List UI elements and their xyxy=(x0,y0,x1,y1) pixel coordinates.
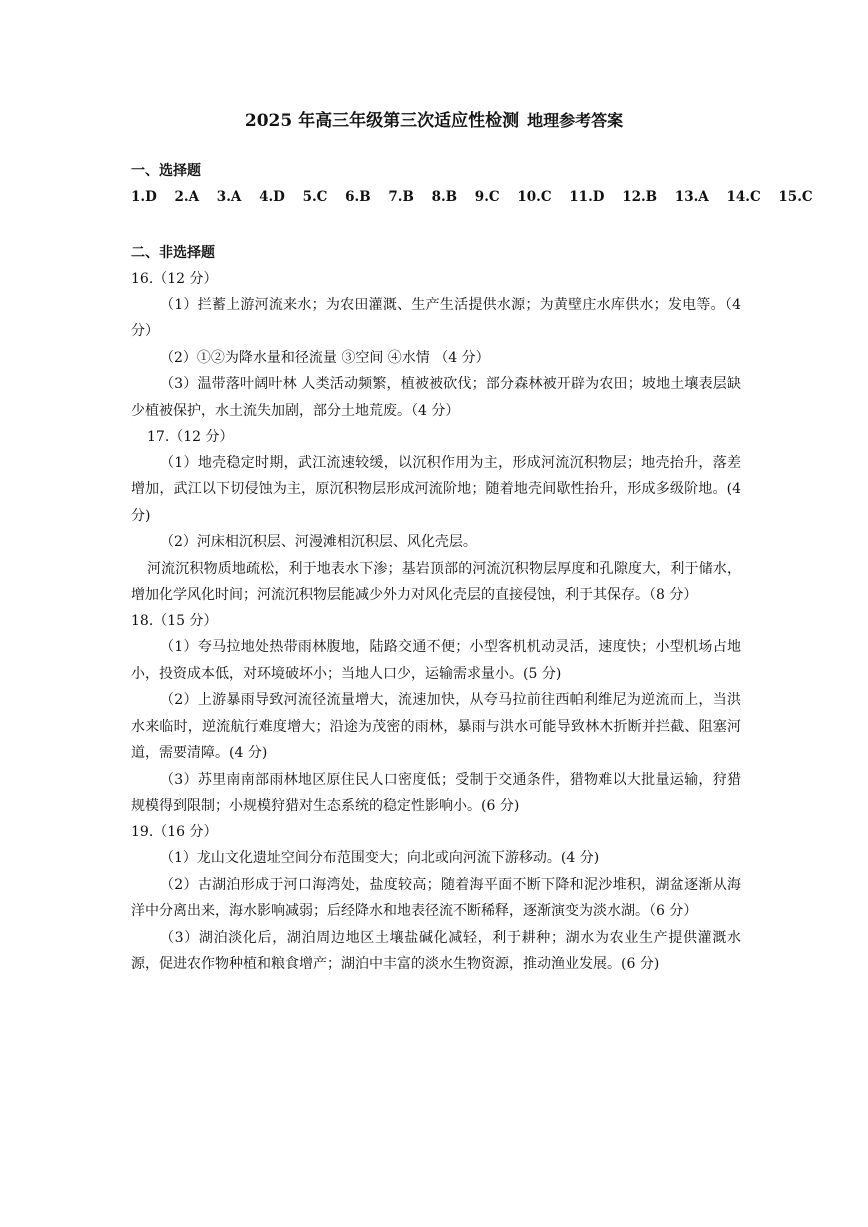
question-17-answer-2: （2）河床相沉积层、河漫滩相沉积层、风化壳层。 xyxy=(160,534,477,551)
question-16-answer-3: （3）温带落叶阔叶林 人类活动频繁，植被被砍伐；部分森林被开辟为农田；坡地土壤表层缺少植被保护，水土流失加剧，部分土地荒废。（4 分） xyxy=(131,376,741,419)
question-16-answer-2: （2）①②为降水量和径流量 ③空间 ④水情 （4 分） xyxy=(160,349,490,366)
question-18-answer-3: （3）苏里南南部雨林地区原住民人口密度低；受制于交通条件，猎物难以大批量运输，狩猎规模得到限制；小规模狩猎对生态系统的稳定性影响小。(6 分) xyxy=(131,771,741,814)
choice-answer: 15.C xyxy=(778,189,813,205)
choice-answer: 8.B xyxy=(431,189,458,205)
section-gap xyxy=(131,210,741,240)
question-19-head: 19.（16 分） xyxy=(131,824,218,841)
choice-answer: 11.D xyxy=(569,189,605,205)
choice-answer: 10.C xyxy=(517,189,552,205)
question-19 xyxy=(131,819,741,977)
choice-answer: 2.A xyxy=(174,189,200,205)
question-19-answer-1: （1）龙山文化遗址空间分布范围变大；向北或向河流下游移动。(4 分) xyxy=(160,850,600,867)
section-nonchoice-title: 二、非选择题 xyxy=(131,245,215,261)
title-main: 2025 年高三年级第三次适应性检测 xyxy=(244,111,520,131)
question-18 xyxy=(131,608,741,819)
choice-answer: 12.B xyxy=(622,189,658,205)
choice-answer: 9.C xyxy=(474,189,500,205)
choice-answer: 4.D xyxy=(259,189,285,205)
choice-answer: 3.A xyxy=(216,189,242,205)
choice-answer: 5.C xyxy=(302,189,328,205)
question-19-answer-3: （3）湖泊淡化后，湖泊周边地区土壤盐碱化减轻，利于耕种；湖水为农业生产提供灌溉水源，促进农作物种植和粮食增产；湖泊中丰富的淡水生物资源，推动渔业发展。(6 分) xyxy=(131,929,741,972)
title-subject: 地理参考答案 xyxy=(527,111,624,130)
question-16-head: 16.（12 分） xyxy=(131,271,218,287)
section-choice-title: 一、选择题 xyxy=(131,163,201,179)
question-18-head: 18.（15 分） xyxy=(131,613,218,630)
choice-answer: 1.D xyxy=(131,189,157,205)
question-17 xyxy=(131,424,741,608)
question-19-answer-2: （2）古湖泊形成于河口海湾处，盐度较高；随着海平面不断下降和泥沙堆积，湖盆逐渐从海洋中分离出来，海水影响减弱；后经降水和地表径流不断稀释，逐渐演变为淡水湖。（6 分） xyxy=(131,876,741,920)
choice-answer: 6.B xyxy=(345,189,371,205)
question-18-answer-1: （1）夸马拉地处热带雨林腹地，陆路交通不便；小型客机机动灵活，速度快；小型机场占地小，投资成本低，对环境破坏小；当地人口少，运输需求量小。(5 分) xyxy=(131,639,741,682)
choice-answer: 7.B xyxy=(388,189,414,205)
choice-answers-row xyxy=(131,184,813,210)
question-16-answer-1: （1）拦蓄上游河流来水；为农田灌溉、生产生活提供水源；为黄壁庄水库供水；发电等。（4 分） xyxy=(131,297,741,340)
question-17-answer-3: 河流沉积物质地疏松，利于地表水下渗；基岩顶部的河流沉积物层厚度和孔隙度大，利于储水，增加化学风化时间；河流沉积物层能减少外力对风化壳层的直接侵蚀，利于其保存。（8 分） xyxy=(131,560,741,604)
page-title xyxy=(0,106,868,131)
choice-answer: 13.A xyxy=(674,189,709,205)
question-17-answer-1: （1）地壳稳定时期，武江流速较缓，以沉积作用为主，形成河流沉积物层；地壳抬升，落差增加，武江以下切侵蚀为主，原沉积物层形成河流阶地；随着地壳间歇性抬升，形成多级阶地。(4 分) xyxy=(131,455,741,524)
content-body xyxy=(131,158,813,977)
choice-answer: 14.C xyxy=(726,189,761,205)
question-18-answer-2: （2）上游暴雨导致河流径流量增大，流速加快，从夸马拉前往西帕利维尼为逆流而上，当洪水来临时，逆流航行难度增大；沿途为茂密的雨林，暴雨与洪水可能导致林木折断并拦截、阻塞河道，需要清障。(4 分) xyxy=(131,692,741,762)
question-17-head: 17.（12 分） xyxy=(147,429,234,446)
question-16 xyxy=(131,266,741,424)
